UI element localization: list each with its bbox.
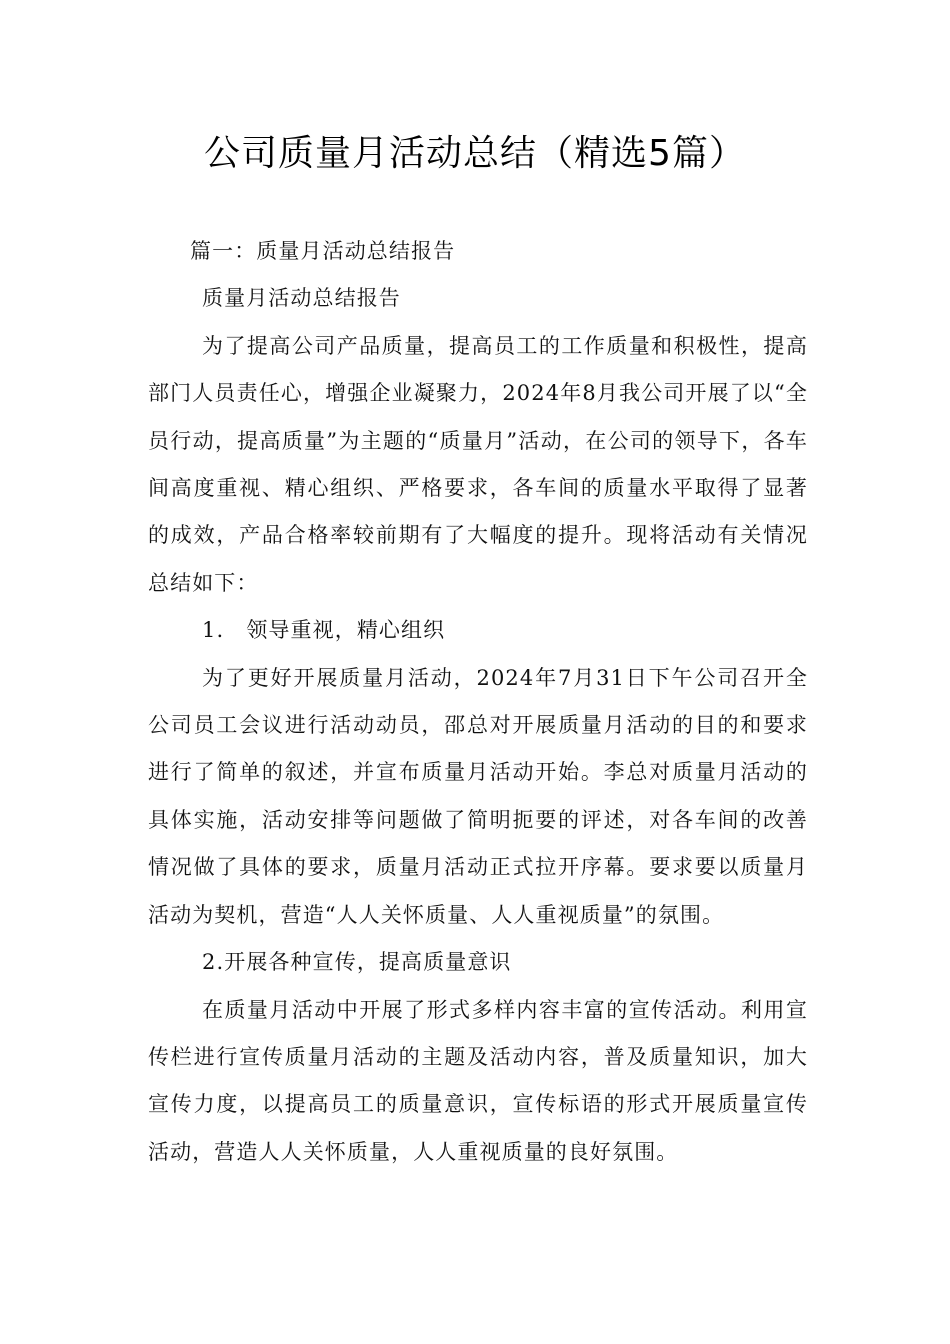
point1-paragraph: 为了更好开展质量月活动，2024年7月31日下午公司召开全公司员工会议进行活动动员，邵总对开展质量月活动的目的和要求进行了简单的叙述，并宣布质量月活动开始。李总对质量月活动的具体实施，活动安排等问题做了简明扼要的评述，对各车间的改善情况做了具体的要求，质量月活动正式拉开序幕。要求要以质量月活动为契机，营造“人人关怀质量、人人重视质量”的氛围。 (148, 665, 808, 927)
point2-paragraph: 在质量月活动中开展了形式多样内容丰富的宣传活动。利用宣传栏进行宣传质量月活动的主题及活动内容，普及质量知识，加大宣传力度，以提高员工的质量意识，宣传标语的形式开展质量宣传活动，营造人人关怀质量，人人重视质量的良好氛围。 (148, 997, 808, 1164)
point1-heading: 1. 领导重视，精心组织 (202, 618, 446, 643)
report-title: 质量月活动总结报告 (202, 286, 401, 311)
document-title: 公司质量月活动总结（精选5篇） (204, 133, 746, 174)
section-heading: 篇一：质量月活动总结报告 (190, 239, 456, 263)
document-body (148, 228, 808, 1176)
intro-paragraph: 为了提高公司产品质量，提高员工的工作质量和积极性，提高部门人员责任心，增强企业凝聚力，2024年8月我公司开展了以“全员行动，提高质量”为主题的“质量月”活动，在公司的领导下，各车间高度重视、精心组织、严格要求，各车间的质量水平取得了显著的成效，产品合格率较前期有了大幅度的提升。现将活动有关情况总结如下： (148, 333, 808, 595)
point2-heading: 2.开展各种宣传，提高质量意识 (202, 950, 512, 975)
